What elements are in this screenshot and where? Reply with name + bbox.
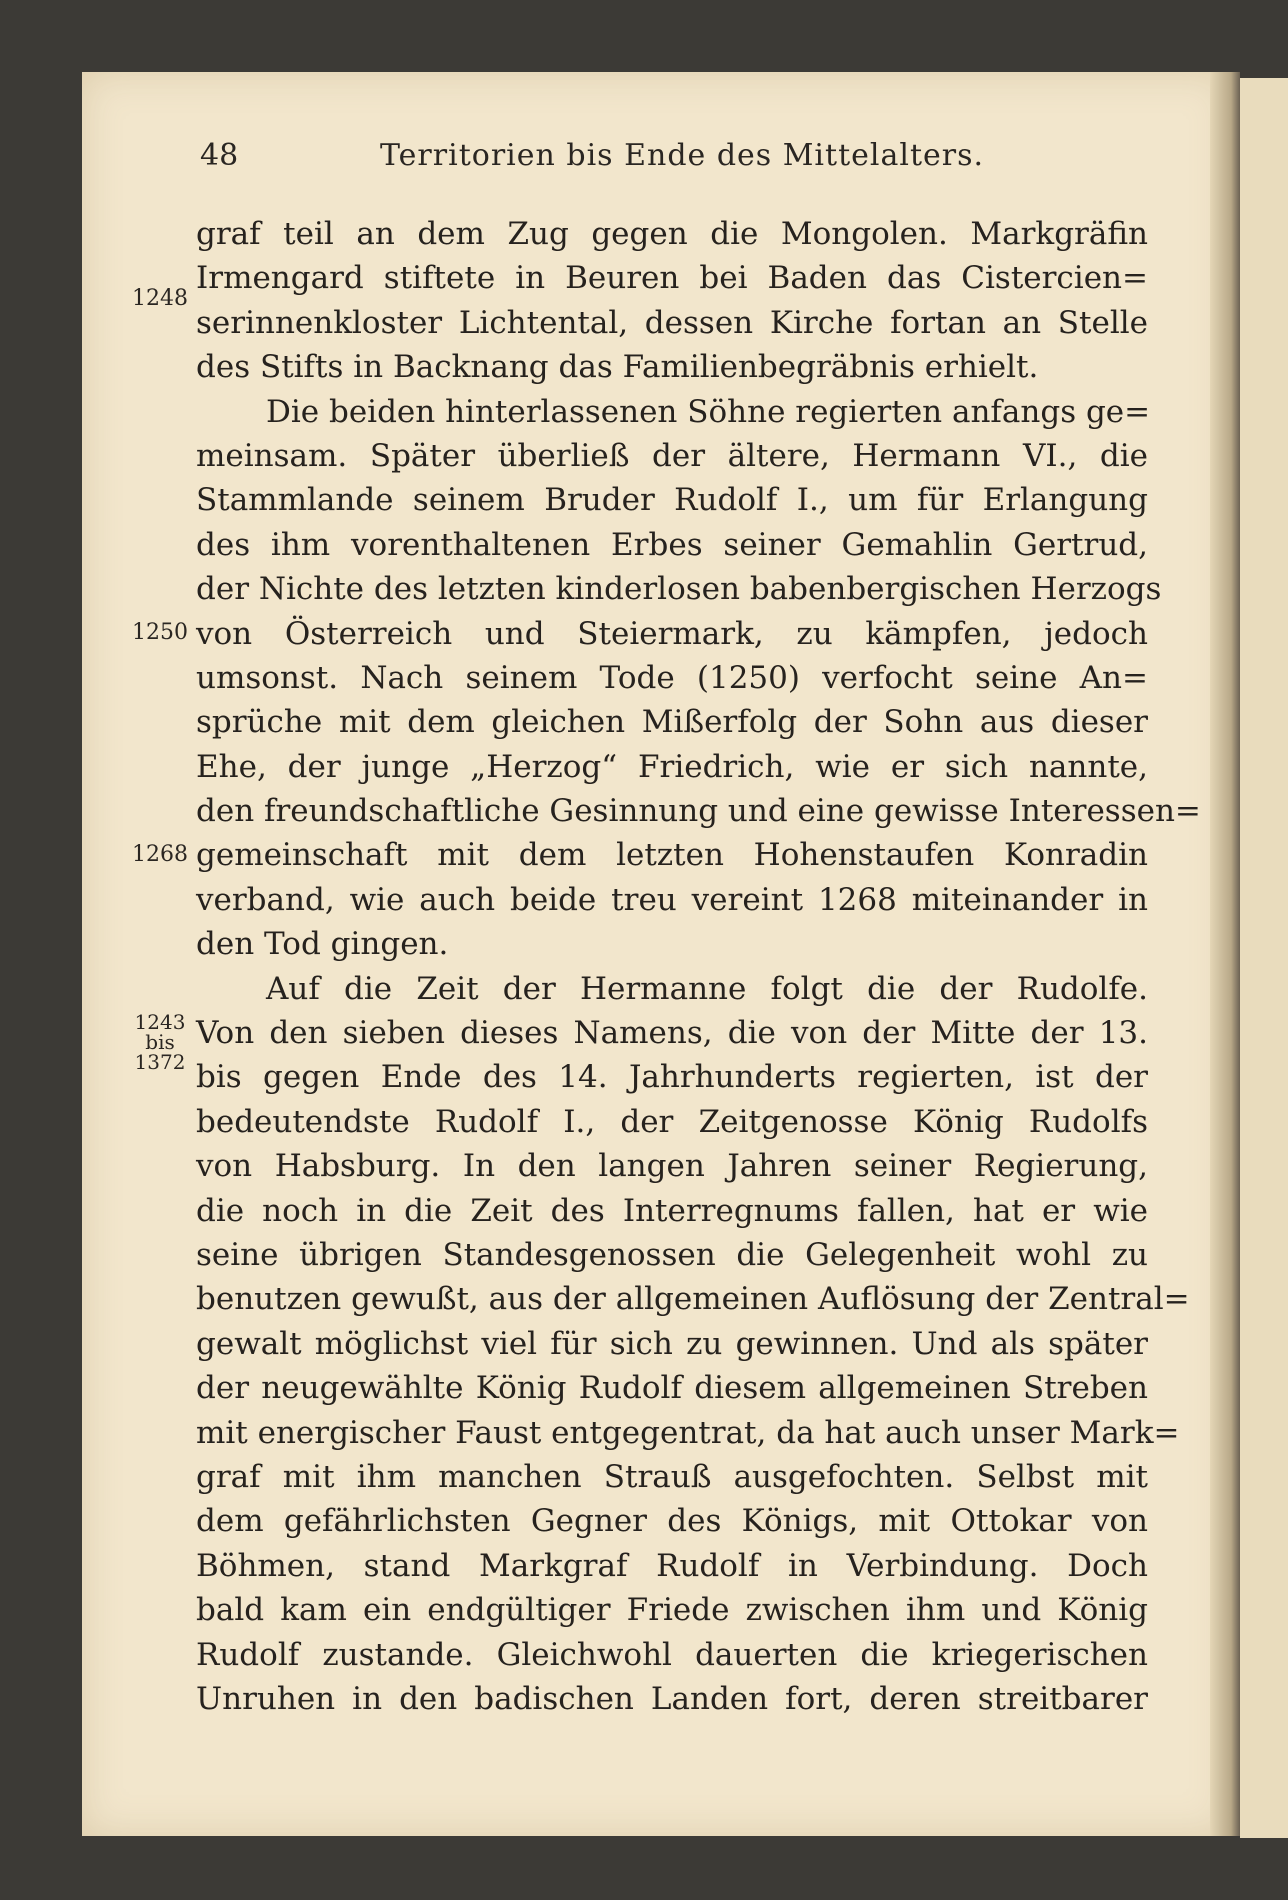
text-line: bedeutendste Rudolf I., der Zeitgenosse König Rudolfs [196, 1103, 1148, 1140]
text-line: Irmengard stiftete in Beuren bei Baden das Cistercien= [196, 260, 1148, 297]
margin-note-year: 1250 [132, 620, 188, 645]
text-line: die noch in die Zeit des Interregnums fallen, hat er wie [196, 1192, 1148, 1229]
text-line: verband, wie auch beide treu vereint 1268 miteinander in [196, 881, 1148, 918]
text-line: der neugewählte König Rudolf diesem allgemeinen Streben [196, 1370, 1148, 1407]
facing-page-edge [1240, 78, 1288, 1838]
text-line: Stammlande seinem Bruder Rudolf I., um für Erlangung [196, 482, 1148, 519]
text-line: Von den sieben dieses Namens, die von der Mitte der 13. [196, 1015, 1148, 1052]
running-title: Territorien bis Ende des Mittelalters. [380, 138, 985, 173]
text-line: Rudolf zustande. Gleichwohl dauerten die kriegerischen [196, 1636, 1148, 1673]
margin-note-range-start: 1243 [134, 1010, 186, 1034]
text-line: seine übrigen Standesgenossen die Gelegenheit wohl zu [196, 1236, 1148, 1273]
margin-note-year: 1268 [132, 842, 188, 867]
text-line: sprüche mit dem gleichen Mißerfolg der Sohn aus dieser [196, 704, 1148, 741]
margin-note-range-end: 1372 [134, 1050, 186, 1074]
text-line: bald kam ein endgültiger Friede zwischen ihm und König [196, 1592, 1148, 1629]
page-header [200, 138, 1140, 188]
page-number: 48 [200, 138, 239, 173]
text-line: den freundschaftliche Gesinnung und eine gewisse Interessen= [196, 793, 1201, 830]
margin-note-range-sep: bis [145, 1030, 175, 1054]
text-line: von Habsburg. In den langen Jahren seiner Regierung, [196, 1148, 1148, 1185]
text-line: den Tod gingen. [196, 926, 449, 963]
text-line: bis gegen Ende des 14. Jahrhunderts regierten, ist der [196, 1059, 1148, 1096]
text-line: Die beiden hinterlassenen Söhne regierten anfangs ge= [266, 393, 1151, 430]
text-line: der Nichte des letzten kinderlosen babenbergischen Herzogs [196, 571, 1162, 608]
text-line: gewalt möglichst viel für sich zu gewinnen. Und als später [196, 1325, 1148, 1362]
text-line: graf mit ihm manchen Strauß ausgefochten. Selbst mit [196, 1458, 1148, 1495]
text-line: meinsam. Später überließ der ältere, Hermann VI., die [196, 437, 1148, 474]
text-line: benutzen gewußt, aus der allgemeinen Auflösung der Zentral= [196, 1281, 1190, 1318]
text-line: des ihm vorenthaltenen Erbes seiner Gemahlin Gertrud, [196, 526, 1148, 563]
text-line: dem gefährlichsten Gegner des Königs, mit Ottokar von [196, 1503, 1148, 1540]
body-text [196, 212, 1201, 1721]
text-line: gemeinschaft mit dem letzten Hohenstaufen Konradin [196, 837, 1148, 874]
margin-note-year-range [128, 1012, 192, 1072]
margin-note-year: 1248 [132, 286, 188, 311]
text-line: von Österreich und Steiermark, zu kämpfen, jedoch [196, 615, 1148, 652]
text-line: Auf die Zeit der Hermanne folgt die der Rudolfe. [266, 970, 1148, 1007]
text-line: mit energischer Faust entgegentrat, da hat auch unser Mark= [196, 1414, 1180, 1451]
text-line: des Stifts in Backnang das Familienbegräbnis erhielt. [196, 349, 1039, 386]
text-line: serinnenkloster Lichtental, dessen Kirche fortan an Stelle [196, 304, 1148, 341]
text-line: Ehe, der junge „Herzog“ Friedrich, wie er sich nannte, [196, 748, 1148, 785]
text-line: umsonst. Nach seinem Tode (1250) verfocht seine An= [196, 659, 1148, 696]
text-line: Böhmen, stand Markgraf Rudolf in Verbindung. Doch [196, 1547, 1148, 1584]
page-gutter [1210, 72, 1240, 1836]
text-line: Unruhen in den badischen Landen fort, deren streitbarer [196, 1680, 1148, 1717]
text-line: graf teil an dem Zug gegen die Mongolen. Markgräfin [196, 216, 1148, 252]
